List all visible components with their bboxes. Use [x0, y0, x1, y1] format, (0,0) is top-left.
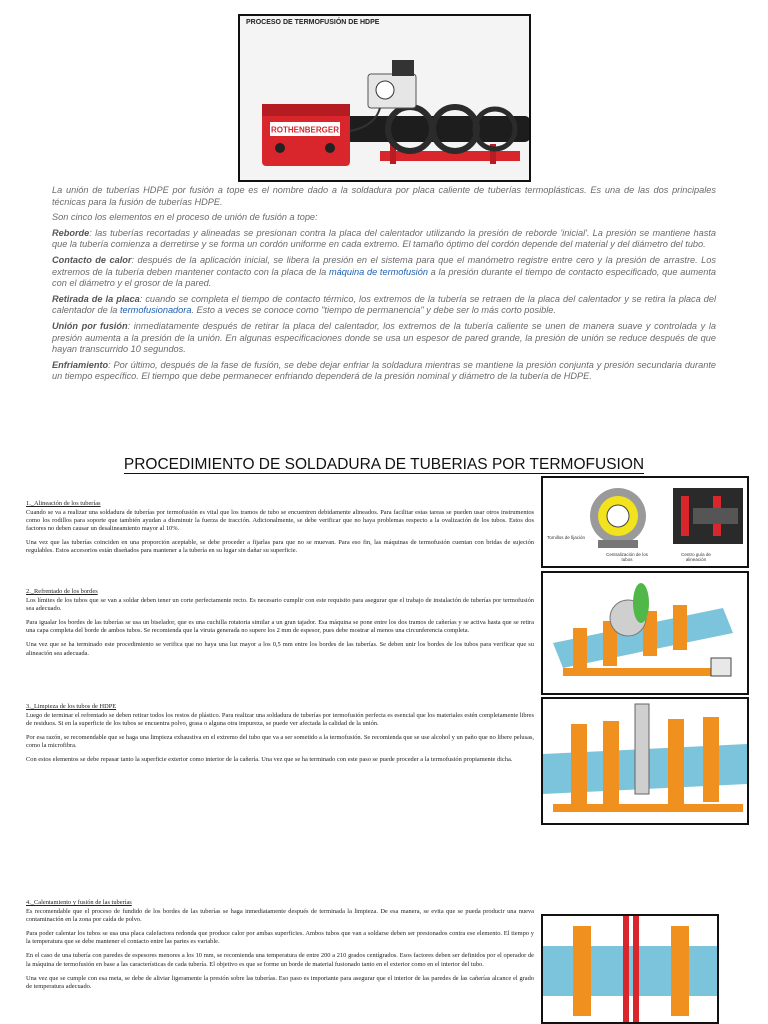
section-title: 3._Limpieza de los tubos de HDPE — [26, 703, 117, 710]
section-paragraph: Es recomendable que el proceso de fundido de los bordes de las tuberías se haga inmediatamente después de terminada la limpieza. De esa manera, se evita que se pueda producir una nueva contaminación en la zona por caída de polvo. — [26, 908, 534, 924]
section-paragraph: Una vez que las tuberías coinciden en una proporción aceptable, se debe proceder a fijarlas para que no se muevan. Para eso fin, las máquinas de termofusión cuentan con bridas de sujeción regulables. Estos accesorios están diseñados para mantener a la tubería en su lugar sin dañar su superficie. — [26, 539, 534, 555]
section-title: 2._Refrentado de los bordes — [26, 588, 98, 595]
section-calentamiento — [26, 899, 534, 997]
hero-title: PROCESO DE TERMOFUSIÓN DE HDPE — [246, 19, 380, 26]
main-heading — [0, 456, 768, 474]
section-paragraph: Los límites de los tubos que se van a soldar deben tener un corte perfectamente recto. Es necesario cumplir con este requisito para asegurar que el trabajo de instalación de tuberías por termofusión sea adecuado. — [26, 597, 534, 613]
intro-item-union: Unión por fusión: inmediatamente después de retirar la placa del calentador, los extremos de la tubería caliente se unen de manera suave y controlada y la presión aumenta a la presión de la unión. En algunas especificaciones donde se usa un espesor de pared grande, la presión de unión se reduce después de que hayan transcurrido 10 segundos. — [52, 320, 716, 355]
intro-item-contacto: Contacto de calor: después de la aplicación inicial, se libera la presión en el sistema para que el manómetro registre entre cero y la presión de arrastre. Los extremos de la tubería deben mantener contacto con la placa de la máquina de termofusión a la presión durante el tiempo de contacto especificado, que aumenta con el diámetro y el grosor de la pared. — [52, 254, 716, 289]
figure-heating-plate — [541, 697, 749, 825]
section-paragraph: Una vez que se ha terminado este procedimiento se verifica que no haya una luz mayor a los 0,5 mm entre los bordes de las tuberías. Se deben unir los bordes de los tubos para verificar que su alineación sea adecuada. — [26, 641, 534, 657]
section-paragraph: Una vez que se cumple con esa meta, se debe de aliviar ligeramente la presión sobre las tuberías. Eso paso es importante para asegurar que el interior de las paredes de las cañerías alcance el grado de temperatura adecuado. — [26, 974, 534, 990]
section-paragraph: Luego de terminar el refrentado se deben retirar todos los restos de plástico. Para realizar una soldadura de tuberías por termofusión perfecta es esencial que los materiales estén completamente libres de residuos. Si en la superficie de los tubos se encuentra polvo, grasa o alguna otra impureza, se puede ver afectada la calidad de la unión. — [26, 712, 534, 728]
section-refrentado — [26, 588, 534, 664]
hero-image — [238, 14, 531, 182]
caption-centralizacion: Centralización de los tubos — [606, 552, 648, 562]
section-paragraph: Con estos elementos se debe repasar tanto la superficie exterior como interior de la cañería. Una vez que se ha terminado con este paso se puede proceder a la termofusión propiamente dicha. — [26, 756, 513, 764]
caption-centro-guia: Centro guía de alineación — [681, 552, 711, 562]
section-paragraph: Para poder calentar los tubos se usa una placa calefactora redonda que produce calor por ambas superficies. Ambos tubos que van a soldarse deben ser presionados contra ese elemento. El tiempo y la temperatura que se debe mantener el contacto entre las partes es variable. — [26, 930, 534, 946]
figure-facing-tool — [541, 571, 749, 695]
figure-fusion-joint — [541, 914, 719, 1024]
section-paragraph: Por esa razón, se recomendable que se haga una limpieza exhaustiva en el extremo del tubo que va a ser sometido a la termofusión. Se recomienda que se use alcohol y un paño que no libere pelusas, como la microfibra. — [26, 734, 534, 750]
section-paragraph: Cuando se va a realizar una soldadura de tuberías por termofusión es vital que los tramos de tubo se encuentren debidamente alineados. Para facilitar estas tareas se pueden usar otros instrumentos como los rodillos para soporte que también ayudan a disminuir la fuerza de tracción. Adicionalmente, se debe verificar que no haya problemas respecto a la ovalización de los tubos. Estos dos factores no deben causar un desalineamiento mayor al 10%. — [26, 509, 534, 533]
figure-alignment-clamps — [541, 476, 749, 568]
section-paragraph: En el caso de una tubería con paredes de espesores menores a los 10 mm, se recomienda una temperatura de entre 200 a 210 grados centígrados. Esos factores deben ser definidos por el operador de la máquina de termofusión en base a las características de cada tubería. El objetivo es que se forme un borde de material fusionado tanto en el exterior como en el interior del tubo. — [26, 952, 534, 968]
intro-text — [52, 185, 716, 387]
section-paragraph: Para igualar los bordes de las tuberías se usa un biselador, que es una cuchilla rotatoria similar a un gran tajador. Esa máquina se pone entre los dos tramos de cañerías y se activa hasta que se retira una capa completa del borde de ambos tubos. Se recomienda que la viruta generada no supere los 2 mm de espesor, pues debe mostrar al menos una circunferencia completa. — [26, 619, 534, 635]
section-title: 1._Alineación de los tuberías — [26, 500, 101, 507]
brand-text: ROTHENBERGER — [270, 125, 340, 135]
section-limpieza — [26, 703, 534, 771]
fusion-machine-illustration — [240, 16, 531, 182]
main-heading-text: PROCEDIMIENTO DE SOLDADURA DE TUBERIAS POR TERMOFUSION — [123, 456, 645, 473]
link-termofusionadora[interactable]: termofusionadora — [119, 305, 192, 316]
section-alineacion — [26, 500, 534, 562]
intro-item-reborde: Reborde: las tuberías recortadas y alineadas se presionan contra la placa del calentador utilizando la presión de reborde 'inicial'. La presión se mantiene hasta que la tubería comienza a derretirse y se forma un cordón uniforme en cada extremo. El tamaño óptimo del cordón depende del material y del diámetro del tubo. — [52, 227, 716, 250]
intro-paragraph-2: Son cinco los elementos en el proceso de unión de fusión a tope: — [52, 212, 318, 223]
caption-tornillos: Tornillos de fijación — [547, 535, 586, 540]
intro-item-retirada: Retirada de la placa: cuando se completa el tiempo de contacto térmico, los extremos de la tubería se retraen de la placa del calentador y se retira la placa del calentador de la termofusionadora. Esto a veces se conoce como "tiempo de permanencia" y debe ser lo más corto posible. — [52, 293, 716, 316]
intro-item-enfriamiento: Enfriamiento: Por último, después de la fase de fusión, se debe dejar enfriar la soldadura mientras se mantiene la presión conjunta y presión secundaria durante un tiempo específico. El tiempo que debe permanecer enfriando dependerá de la presión nominal y diámetro de la tubería de HDPE. — [52, 359, 716, 382]
pipe-shape — [543, 946, 717, 996]
link-maquina-termofusion[interactable]: máquina de termofusión — [329, 266, 428, 277]
section-title: 4._Calentamiento y fusión de las tuberías — [26, 899, 132, 906]
intro-paragraph-1: La unión de tuberías HDPE por fusión a tope es el nombre dado a la soldadura por placa caliente de tuberías termoplásticas. Es una de las dos principales técnicas para la fusión de tuberías HDPE. — [52, 185, 716, 207]
